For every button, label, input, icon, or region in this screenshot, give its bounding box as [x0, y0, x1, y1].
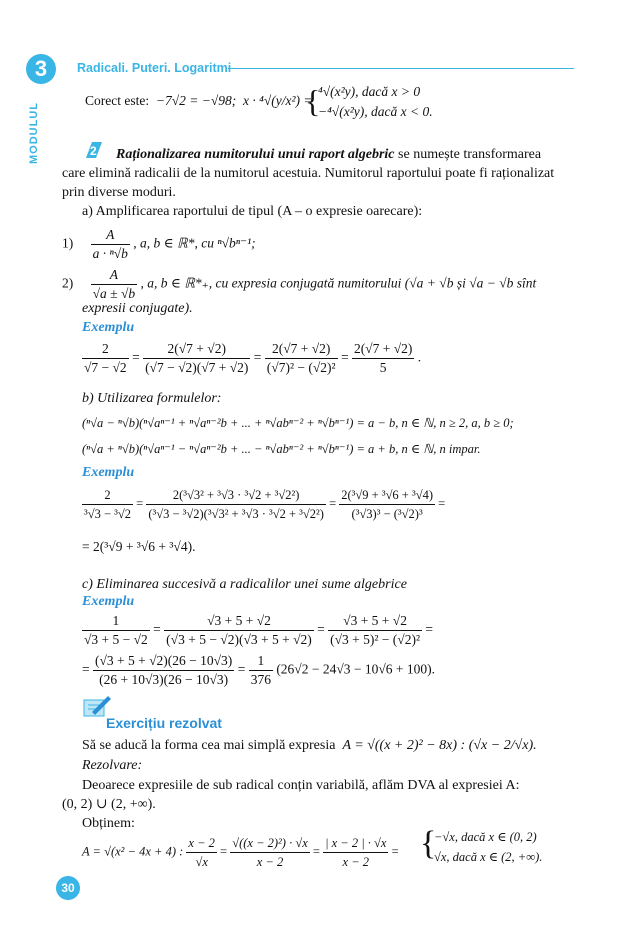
final-equation: A = √(x² − 4x + 4) : $\frac{x - 2}{√x}$ = $\frac{\text{√((x − 2)²) · √x}}{x - 2}$ = $\frac{| x - 2 | \cdot √x}{x - 2}$ =: [82, 836, 399, 869]
ex2-frac1: [82, 486, 133, 523]
solution-line1: Deoarece expresiile de sub radical conțin variabilă, aflăm DVA al expresiei A:: [82, 778, 520, 793]
brace-2: {: [420, 825, 437, 862]
case-pos: ⁴√(x²y), dacă x > 0: [318, 84, 421, 99]
final-frac3: [323, 834, 388, 871]
ex1-frac1: [82, 340, 129, 377]
final-case2: √x, dacă x ∈ (2, +∞).: [434, 850, 543, 864]
ex3-f1-den: √3 + 5 − √2: [84, 632, 148, 647]
ex3-g2-num: 1: [249, 652, 273, 671]
part-c-label: c) Eliminarea succesivă a radicalilor unei sume algebrice: [82, 577, 407, 592]
final-h2-num: √((x − 2)²) · √x: [230, 834, 310, 853]
ex1-frac4: [352, 340, 414, 377]
final-left: A = √(x² − 4x + 4) :: [82, 844, 184, 859]
exercise-statement-line: [82, 737, 537, 754]
svg-text:2: 2: [90, 144, 97, 158]
item2-cont: expresii conjugate).: [82, 301, 193, 316]
section2-intro: [116, 146, 541, 163]
ex3-frac5: [249, 652, 273, 689]
item1-fraction: [91, 226, 130, 263]
ex1-frac3: [265, 340, 338, 377]
ex3-g2-rest: (26√2 − 24√3 − 10√6 + 100).: [276, 661, 435, 677]
formula-difference: (ⁿ√a − ⁿ√b)(ⁿ√aⁿ⁻¹ + ⁿ√aⁿ⁻²b + ... + ⁿ√abⁿ⁻² + ⁿ√bⁿ⁻¹) = a − b, n ∈ ℕ, n ≥ 2, a, b ≥ 0;: [82, 416, 514, 430]
ex1-f2-den: (√7 − √2)(√7 + √2): [145, 360, 249, 375]
ex1-f3-den: (√7)² − (√2)²: [266, 360, 336, 375]
obtain-label: Obținem:: [82, 816, 135, 831]
section2-line3: prin diverse moduri.: [62, 185, 176, 200]
final-h3-den: x − 2: [342, 855, 369, 869]
ex1-f3-num: 2(√7 + √2): [265, 340, 338, 359]
ex2-tail: =: [438, 496, 446, 511]
item2-frac-den: √a ± √b: [92, 286, 136, 301]
ex3-g2-den: 376: [250, 672, 271, 687]
solution-label: Rezolvare:: [82, 758, 143, 773]
subsection-2-icon: [82, 140, 104, 160]
section2-intro-rest: se numește transformarea: [394, 147, 542, 162]
item2-fraction: [91, 266, 137, 303]
example3-label: Exemplu: [82, 594, 135, 609]
formula-sum: (ⁿ√a + ⁿ√b)(ⁿ√aⁿ⁻¹ − ⁿ√aⁿ⁻²b + ... − ⁿ√abⁿ⁻² + ⁿ√bⁿ⁻¹) = a + b, n ∈ ℕ, n impar.: [82, 442, 481, 456]
eq-correct-2: x · ⁴√(y/x²) =: [243, 93, 313, 108]
final-h1-num: x − 2: [186, 834, 216, 853]
part-a-item1: [62, 226, 256, 263]
item2-frac-num: A: [91, 266, 137, 285]
ex3-g1-num: (√3 + 5 + √2)(26 − 10√3): [93, 652, 234, 671]
example3-equation-2: = $\frac{(√3 + 5 + √2)(26 - 10√3)}{(26 + 10√3)(26 - 10√3)}$ = $\frac{1}{376}$ (26√2 − 24√3 − 10√6 + 100).: [82, 653, 435, 687]
example2-label: Exemplu: [82, 465, 135, 480]
ex1-f4-num: 2(√7 + √2): [352, 340, 414, 359]
ex2-frac3: [339, 486, 435, 523]
example2-result: = 2(³√9 + ³√6 + ³√4).: [82, 539, 196, 554]
section2-line2: care elimină radicalii de la numitorul acestuia. Numitorul raportului poate fi raționalizat: [62, 166, 555, 181]
part-a-label: a) Amplificarea raportului de tipul (A – o expresie oarecare):: [82, 204, 423, 219]
brace-1: {: [305, 83, 321, 119]
example3-equation: $\frac{1}{√3 + 5 - √2}$ = $\frac{√3 + 5 + √2}{(√3 + 5 - √2)(√3 + 5 + √2)}$ = $\frac{√3 + 5 + √2}{\text{(√3 + 5)² − (√2)²}}$ =: [84, 613, 433, 647]
ex3-frac2: [164, 612, 314, 649]
ex2-f3-num: 2(³√9 + ³√6 + ³√4): [339, 486, 435, 505]
ex3-tail: =: [425, 621, 433, 637]
correct-label: Corect este:: [85, 93, 150, 108]
ex3-f2-num: √3 + 5 + √2: [164, 612, 314, 631]
ex1-f4-den: 5: [379, 360, 387, 375]
item2-cond: , a, b ∈ ℝ*₊, cu expresia conjugată numitorului (√a + √b și √a − √b sînt: [140, 275, 537, 291]
module-side-label: MODULUL: [28, 102, 40, 164]
item1-frac-num: A: [91, 226, 130, 245]
exercise-title: Exercițiu rezolvat: [106, 715, 222, 731]
final-case1: −√x, dacă x ∈ (0, 2): [434, 830, 537, 844]
chapter-title: Radicali. Puteri. Logaritmi: [77, 61, 232, 75]
eq-correct-1: −7√2 = −√98;: [155, 93, 237, 108]
item2-num: 2): [62, 275, 74, 291]
header-rule: [228, 68, 574, 69]
ex2-frac2: [146, 486, 326, 523]
ex3-f2-den: (√3 + 5 − √2)(√3 + 5 + √2): [166, 632, 312, 647]
ex3-frac4: [93, 652, 234, 689]
ex3-frac3: [328, 612, 422, 649]
module-number-badge: 3: [26, 54, 56, 84]
ex3-g1-den: (26 + 10√3)(26 − 10√3): [99, 672, 229, 687]
ex2-f2-num: 2(³√3² + ³√3 · ³√2 + ³√2²): [146, 486, 326, 505]
ex2-f1-num: 2: [82, 486, 133, 505]
part-b-label: b) Utilizarea formulelor:: [82, 391, 222, 406]
ex1-f1-num: 2: [82, 340, 129, 359]
exercise-expression: A = √((x + 2)² − 8x) : (√x − 2/√x).: [342, 738, 537, 753]
ex3-f1-num: 1: [82, 612, 150, 631]
example1-equation: $\frac{2}{√7 - √2}$ = $\frac{2(√7 + √2)}{(√7 - √2)(√7 + √2)}$ = $\frac{2(√7 + √2)}{\text{(√7)² − (√2)²}}$ = $\frac{2(√7 + √2)}{5}$ .: [84, 341, 422, 375]
ex2-f2-den: (³√3 − ³√2)(³√3² + ³√3 · ³√2 + ³√2²): [148, 507, 324, 521]
part-a-item2: [62, 266, 536, 303]
example1-label: Exemplu: [82, 320, 135, 335]
ex3-frac1: [82, 612, 150, 649]
case-neg: −⁴√(x²y), dacă x < 0.: [318, 104, 433, 119]
ex3-f3-den: (√3 + 5)² − (√2)²: [330, 632, 420, 647]
final-h3-num: | x − 2 | · √x: [323, 834, 388, 853]
final-frac1: [186, 834, 216, 871]
ex1-f2-num: 2(√7 + √2): [143, 340, 250, 359]
item1-frac-den: a · ⁿ√b: [92, 246, 128, 261]
page-number: 30: [56, 876, 80, 900]
ex1-end: .: [417, 349, 422, 365]
section2-title: Raționalizarea numitorului unui raport algebric: [116, 147, 395, 162]
final-frac2: [230, 834, 310, 871]
ex2-f1-den: ³√3 − ³√2: [84, 507, 132, 521]
final-h2-den: x − 2: [256, 855, 284, 869]
item1-num: 1): [62, 235, 74, 251]
ex1-frac2: [143, 340, 250, 377]
correct-line: [85, 92, 313, 110]
solution-line2: (0, 2) ∪ (2, +∞).: [62, 797, 156, 812]
ex3-f3-num: √3 + 5 + √2: [328, 612, 422, 631]
example2-equation: $\frac{2}{\text{³√3 − ³√2}}$ = $\frac{\text{2(³√3² + ³√3 · ³√2 + ³√2²)}}{\text{(³√3 − ³√2)(³√3² + ³√3 · ³√2 + ³√2²)}}$ = $\frac{\text{2(³√9 + ³√6 + ³√4)}}{\text{(³√3)³ − (³√2)³}}$ =: [84, 488, 446, 521]
final-h1-den: √x: [195, 855, 208, 869]
item1-cond: , a, b ∈ ℝ*, cu ⁿ√bⁿ⁻¹;: [133, 235, 256, 251]
ex1-f1-den: √7 − √2: [84, 360, 127, 375]
exercise-statement: Să se aducă la forma cea mai simplă expresia: [82, 738, 336, 753]
ex2-f3-den: (³√3)³ − (³√2)³: [351, 507, 423, 521]
